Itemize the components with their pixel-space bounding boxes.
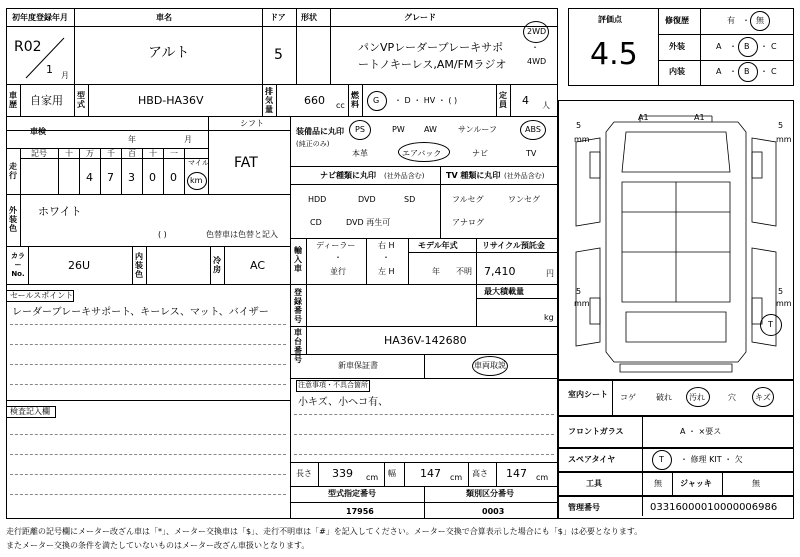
glass-options: A ・ ×要ス [680,427,722,436]
tv-analog: アナログ [452,218,484,227]
grade-line1: パンVPレーダーブレーキサポ [358,41,504,54]
tv-oneseg: ワンセグ [508,195,540,204]
navi-sub: (社外品含む) [384,172,425,180]
ac-label: 冷房 [213,256,221,274]
car-diagram [560,102,792,378]
tv-label: TV 種類に丸印 [446,171,501,180]
int-dot1: ・ [729,67,737,76]
shaken-month-label: 月 [184,135,192,144]
navi-hdd: HDD [308,195,327,204]
mileage-sign-label: 記号 [31,149,47,158]
model-year-unit: 年 [432,267,440,276]
mileage-digit-5: 0 [170,171,177,184]
color-note-paren: ( ) [158,230,167,239]
type-cert-value: 17956 [346,507,374,516]
diagram-mm-tl: mm [574,135,590,144]
model-year-unknown: 不明 [456,267,472,276]
navi-label: ナビ種類に丸印 [320,171,376,180]
equipment-label: 装備品に丸印 [296,127,344,136]
capacity-unit: 人 [542,101,550,110]
km-label: km [190,176,203,185]
import-dot2: ・ [382,253,390,262]
diagram-num-tr: 5 [778,121,784,130]
int-b: B [744,67,750,76]
spare-options: ・ 修理 KIT ・ 欠 [680,455,743,464]
chassis-label: 車台番号 [294,328,302,364]
score-value: 4.5 [590,37,638,72]
door-count: 5 [274,47,283,63]
first-reg-label: 初年度登録年月 [12,13,68,22]
diagram-t: T [768,320,773,329]
ac-value: AC [250,259,266,272]
ext-a: A [716,42,722,51]
interior-color-label: 内装色 [135,252,143,279]
sheet-koge: コゲ [620,393,636,402]
spare-label: スペアタイヤ [568,455,616,464]
int-dot2: ・ [760,67,768,76]
color-note: 色替車は色替と記入 [206,230,278,239]
car-name-label: 車名 [156,13,172,22]
ext-dot2: ・ [760,42,768,51]
equip-tv: TV [526,149,537,158]
mile-label: マイル [188,159,209,167]
mileage-unit-4: 十 [149,149,157,158]
import-parallel: 並行 [330,267,346,276]
sheet-ana: 穴 [728,393,736,402]
equip-leather: 本革 [352,149,368,158]
length-cm: cm [366,473,379,482]
sales-point-label: セールスポイント [10,291,74,300]
displacement-label: 排気量 [265,87,273,114]
exterior-label: 外装 [669,42,685,51]
tv-sub: (社外品含む) [504,172,545,180]
displacement: 660 [304,94,325,107]
equip-airbag: エアバック [402,149,442,158]
jack-label: ジャッキ [680,479,712,488]
grade-line2: ートノキーレス,AM/FMラジオ [358,58,507,71]
diagram-mm-tr: mm [776,135,792,144]
navi-dvd-play: DVD 再生可 [346,218,391,227]
mileage-unit-1: 万 [86,149,94,158]
diagram-num-tl: 5 [576,121,582,130]
equipment-sub: (純正のみ) [296,140,330,148]
mileage-unit-5: 一 [170,149,178,158]
footer-line1: 走行距離の記号欄にメーター改ざん車は「*」、メーター交換車は「$」、走行不明車は「#」を記入してください。メーター交換で合算表示した場合にも「$」は必要となります。 [6,527,643,536]
chassis-value: HA36V-142680 [384,334,467,347]
diagram-a1-right: A1 [694,113,705,122]
length-label: 長さ [296,469,312,478]
repair-no: 無 [756,16,764,25]
ext-c: C [771,42,777,51]
equip-abs: ABS [525,125,541,134]
kg-unit: kg [544,313,554,322]
score-label: 評価点 [598,15,622,24]
ext-dot1: ・ [729,42,737,51]
diagram-a1-left: A1 [638,113,649,122]
mileage-label: 走行 [9,162,17,180]
import-left-h: 左 H [378,267,395,276]
int-c: C [771,67,777,76]
shift-label: シフト [240,119,264,128]
navi-cd: CD [310,218,322,227]
capacity-label: 定員 [499,91,507,109]
footer-line2: またメーター交換の条件を満たしていないものはメーター改ざん車扱いとなります。 [6,541,310,550]
capacity: 4 [522,94,529,107]
int-a: A [716,67,722,76]
recycle-label: リサイクル預託金 [482,241,545,250]
glass-label: フロントガラス [568,427,624,436]
equip-navi: ナビ [472,149,488,158]
vehicle-manual: 車両取説 [474,361,506,370]
reg-no-label: 登録番号 [294,288,302,324]
equip-aw: AW [424,125,437,134]
jack-value: 無 [752,479,760,488]
equip-ps: PS [355,125,365,134]
door-label: ドア [270,13,286,22]
notes-label: 注意事項・不具合箇所 [298,381,368,389]
ext-b: B [744,42,750,51]
inspection-note-label: 検査記入欄 [10,407,50,416]
fuel-options: ・ D ・ HV ・ ( ) [394,96,458,105]
height-cm: cm [536,473,549,482]
shift-value: FAT [234,155,258,171]
first-reg-month: 1 [46,63,53,76]
shaken-label: 車検 [30,127,46,136]
shape-label: 形状 [301,13,317,22]
category-label: 類別区分番号 [466,489,514,498]
sales-point-text: レーダーブレーキサポート、キーレス、マット、バイザー [12,307,269,318]
height-value: 147 [506,467,527,480]
drive-2wd: 2WD [527,27,547,36]
management-label: 管理番号 [568,503,600,512]
repair-yes: 有 [727,16,735,25]
spare-t: T [659,455,664,464]
drive-4wd: 4WD [527,57,547,66]
management-value: 03316000010000006986 [650,502,778,513]
shaken-year-label: 年 [128,135,136,144]
mileage-unit-2: 千 [107,149,115,158]
category-value: 0003 [482,507,505,516]
mileage-unit-3: 百 [128,149,136,158]
first-reg-era: R02 [14,39,42,55]
recycle-yen: 円 [546,269,554,278]
model-year-label: モデル年式 [418,241,458,250]
import-dealer: ディーラー [316,241,356,250]
tv-fullseg: フルセグ [452,195,484,204]
import-label: 輸入車 [294,246,302,273]
equip-pw: PW [392,125,405,134]
interior-sheet-label: 室内シート [568,390,608,399]
diagram-mm-bl: mm [574,299,590,308]
length-value: 339 [332,467,353,480]
color-value: ホワイト [38,205,82,218]
tools-label: 工具 [586,479,602,488]
usage-label: 車歴 [9,91,17,109]
model: HBD-HA36V [138,94,204,107]
type-cert-label: 型式指定番号 [328,489,376,498]
import-dot: ・ [334,253,342,262]
sheet-yogore: 汚れ [689,393,705,402]
equip-sunroof: サンルーフ [458,125,497,134]
diagram-num-br: 5 [778,287,784,296]
new-car-warranty: 新車保証書 [338,361,378,370]
interior-label: 内装 [669,67,685,76]
import-right-h: 右 H [378,241,395,250]
repair-dot: ・ [742,16,750,25]
navi-dvd: DVD [358,195,376,204]
color-label: 外装色 [9,206,17,233]
width-cm: cm [450,473,463,482]
diagram-mm-br: mm [776,299,792,308]
car-name: アルト [148,45,190,61]
usage: 自家用 [30,94,63,107]
navi-sd: SD [404,195,416,204]
sheet-kizu: キズ [755,393,771,402]
color-no: 26U [68,259,91,272]
grade-label: グレード [404,13,436,22]
model-label: 型式 [77,91,85,109]
tools-value: 無 [654,479,662,488]
mileage-digit-3: 3 [128,171,135,184]
color-no-label: カラーNo. [11,252,25,278]
width-value: 147 [420,467,441,480]
mileage-digit-1: 4 [86,171,93,184]
mileage-digit-4: 0 [149,171,156,184]
mileage-digit-2: 7 [107,171,114,184]
fuel-g: G [373,96,380,105]
sheet-yabure: 破れ [656,393,672,402]
height-label: 高さ [472,469,488,478]
month-unit: 月 [61,71,69,80]
diagram-num-bl: 5 [576,287,582,296]
width-label: 幅 [388,469,396,478]
repair-label: 修復歴 [665,16,689,25]
recycle-value: 7,410 [484,265,516,278]
max-load-label: 最大積載量 [484,287,524,296]
drive-dot: ・ [531,43,539,52]
fuel-label: 燃料 [351,91,359,109]
cc-unit: cc [336,101,345,110]
mileage-unit-0: 十 [65,149,73,158]
notes-text: 小キズ、小ヘコ有、 [298,397,389,408]
